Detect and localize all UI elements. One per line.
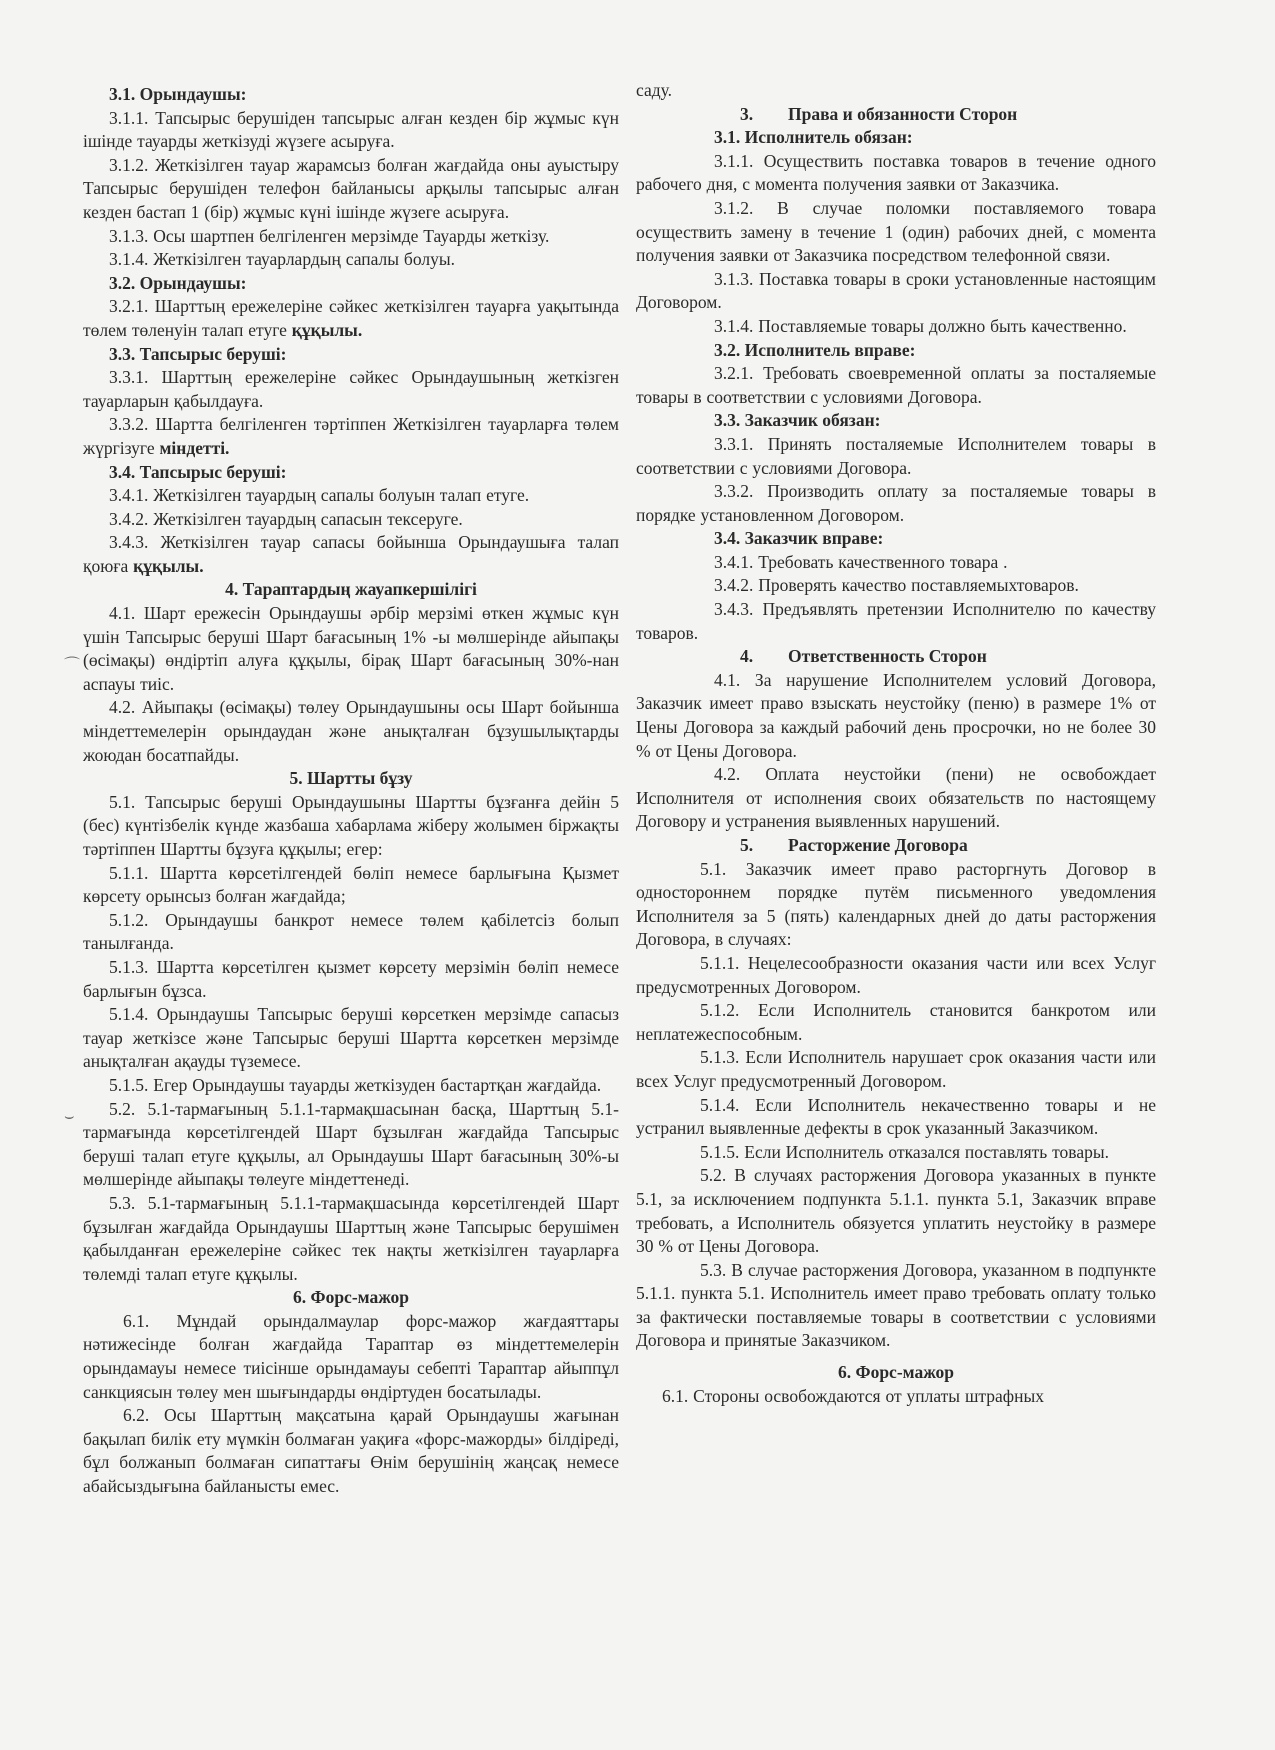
paragraph: 5.1.1. Шартта көрсетілгендей бөліп немесе барлығына Қызмет көрсету орынсыз болған жағдайда;: [83, 862, 619, 907]
section-heading: 6. Форс-мажор: [838, 1362, 954, 1383]
paragraph: 5.1.4. Если Исполнитель некачественно товары и не устранил выявленные дефекты в срок указанный Заказчиком.: [636, 1094, 1156, 1139]
paragraph: 4.1. За нарушение Исполнителем условий Договора, Заказчик имеет право взыскать неустойку (пеню) в размере 1% от Цены Договора за каждый рабочий день просрочки, но не более 30 % от Цены Договора.: [636, 669, 1156, 761]
section-heading: 3.4. Заказчик вправе:: [714, 528, 884, 549]
continuation-text: саду.: [636, 80, 673, 100]
section-heading: 3.1. Орындаушы:: [109, 84, 247, 104]
paragraph: 3.4.1. Жеткізілген тауардың сапалы болуын талап етуге.: [109, 485, 530, 506]
paragraph: 4.1. Шарт ережесін Орындаушы әрбір мерзімі өткен жұмыс күн үшін Тапсырыс беруші Шарт бағасының 1% -ы мөлшерінде айыпақы (өсімақы) өндіртіп алуға құқылы, бірақ Шарт бағасының 30%-нан аспауы тиіс.: [83, 603, 619, 694]
paragraph: 5.2. В случаях расторжения Договора указанных в пункте 5.1, за исключением подпункта 5.1.1. пункта 5.1, Заказчик вправе требовать, а Исполнитель обязуется уплатить неустойку в размере 30 % от Цены Договора.: [636, 1165, 1156, 1257]
scan-mark-icon: ⌣: [64, 1108, 75, 1125]
paragraph: 5.3. 5.1-тармағының 5.1.1-тармақшасында көрсетілгендей Шарт бұзылған жағдайда Орындаушы Шарттың және Тапсырыс берушімен қабылданған ережелеріне сәйкес тек нақты жеткізілген тауарларға төлемді талап етуге құқылы.: [83, 1192, 619, 1284]
paragraph: 6.2. Осы Шарттың мақсатына қарай Орындаушы жағынан бақылап билік ету мүмкін болмаған уақиға «форс-мажорды» білдіреді, бұл болжанып болмаған сипаттағы Өнім берушінің жаңсақ немесе абайсыздығына байланысты емес.: [83, 1405, 619, 1497]
section-title: Расторжение Договора: [788, 835, 968, 855]
paragraph: 5.1.4. Орындаушы Тапсырыс беруші көрсеткен мерзімде сапасыз тауар жеткізсе және Тапсырыс беруші Шартта көрсеткен мерзімде анықталған ақауды түземесе.: [83, 1004, 619, 1072]
scan-mark-icon: ⌒: [64, 657, 81, 674]
paragraph: [83, 531, 619, 578]
paragraph: [83, 413, 619, 460]
paragraph: 3.3.1. Принять посталяемые Исполнителем товары в соответствии с условиями Договора.: [636, 433, 1156, 478]
paragraph: 5.3. В случае расторжения Договора, указанном в подпункте 5.1.1. пункта 5.1. Исполнитель имеет право требовать оплату только за фактически поставляемые товары в соответствии с условиями Договора и принятые Заказчиком.: [636, 1259, 1156, 1351]
paragraph: 3.1.3. Поставка товары в сроки установленные настоящим Договором.: [636, 268, 1156, 313]
paragraph: 3.4.2. Жеткізілген тауардың сапасын тексеруге.: [109, 508, 463, 529]
section-heading: [636, 834, 1156, 858]
section-number: 5.: [740, 835, 754, 855]
paragraph: 3.2.1. Требовать своевременной оплаты за посталяемые товары в соответствии с условиями Договора.: [636, 363, 1156, 407]
spacer: [636, 1353, 1156, 1361]
paragraph: 3.4.2. Проверять качество поставляемыхтоваров.: [714, 575, 1079, 596]
paragraph: 5.1. Заказчик имеет право расторгнуть Договор в одностороннем порядке путём письменного уведомления Исполнителя за 5 (пять) календарных дней до даты расторжения Договора, в случаях:: [636, 858, 1156, 950]
paragraph-text: 3.4.3. Жеткізілген тауар сапасы бойынша Орындаушыға талап қоюға: [83, 532, 619, 576]
paragraph: 5.1.3. Если Исполнитель нарушает срок оказания части или всех Услуг предусмотренный Договором.: [636, 1047, 1156, 1091]
bold-text: құқылы.: [291, 319, 363, 340]
paragraph-text: 3.3.2. Шартта белгіленген тәртіппен Жеткізілген тауарларға төлем жүргізуге: [83, 414, 619, 458]
section-title: Права и обязанности Сторон: [788, 103, 1018, 124]
section-heading: 5. Шартты бұзу: [289, 768, 413, 789]
paragraph: 5.1.2. Если Исполнитель становится банкротом или неплатежеспособным.: [636, 1000, 1156, 1044]
paragraph: 3.1.1. Осуществить поставка товаров в течение одного рабочего дня, с момента получения заявки от Заказчика.: [636, 150, 1156, 195]
section-heading: 3.2. Орындаушы:: [109, 272, 247, 293]
paragraph: 3.1.3. Осы шартпен белгіленген мерзімде Тауарды жеткізу.: [109, 225, 550, 246]
paragraph: 5.1. Тапсырыс беруші Орындаушыны Шартты бұзғанға дейін 5 (бес) күнтізбелік күнде жазбаша хабарлама жіберу жолымен біржақты тәртіппен Шартты бұзуға құқылы; егер:: [83, 791, 619, 859]
paragraph: 6.1. Стороны освобождаются от уплаты штрафных: [662, 1385, 1045, 1406]
paragraph: 5.1.3. Шартта көрсетілген қызмет көрсету мерзімін бөліп немесе барлығын бұзса.: [83, 956, 619, 1001]
section-title: Ответственность Сторон: [788, 646, 987, 667]
section-heading: 3.1. Исполнитель обязан:: [714, 127, 913, 148]
kazakh-column: [83, 83, 619, 1499]
paragraph: 5.1.1. Нецелесообразности оказания части или всех Услуг предусмотренных Договором.: [636, 952, 1156, 997]
paragraph: 3.3.2. Производить оплату за посталяемые товары в порядке установленном Договором.: [636, 481, 1156, 525]
paragraph: 4.2. Оплата неустойки (пени) не освобождает Исполнителя от исполнения своих обязательств по настоящему Договору и устранения выявленных нарушений.: [636, 764, 1156, 832]
paragraph: 5.1.5. Егер Орындаушы тауарды жеткізуден бастартқан жағдайда.: [109, 1074, 602, 1095]
paragraph: 5.1.2. Орындаушы банкрот немесе төлем қабілетсіз болып танылғанда.: [83, 909, 619, 954]
section-heading: 3.3. Тапсырыс беруші:: [109, 343, 287, 364]
section-heading: 3.3. Заказчик обязан:: [714, 410, 881, 431]
paragraph: 3.1.2. В случае поломки поставляемого товара осуществить замену в течение 1 (один) рабочих дней, с момента получения заявки от Заказчика посредством телефонной связи.: [636, 197, 1156, 266]
bold-text: құқылы.: [133, 555, 204, 576]
paragraph: 3.4.1. Требовать качественного товара .: [714, 551, 1008, 572]
paragraph: 5.1.5. Если Исполнитель отказался поставлять товары.: [700, 1141, 1109, 1162]
section-heading: 3.2. Исполнитель вправе:: [714, 339, 916, 360]
russian-column: [636, 80, 1156, 1408]
paragraph: 4.2. Айыпақы (өсімақы) төлеу Орындаушыны осы Шарт бойынша міндеттемелерін орындаудан және анықталған бұзушылықтарды жоюдан босатпайды.: [83, 697, 619, 765]
section-heading: [636, 645, 1156, 669]
paragraph: 3.1.4. Поставляемые товары должно быть качественно.: [714, 315, 1127, 336]
paragraph: [83, 295, 619, 342]
paragraph: 6.1. Мұндай орындалмаулар форс-мажор жағдаяттары нәтижесінде болған жағдайда Тараптар өз міндеттемелерін орындамауы немесе тиісінше орындамауы себепті Тараптар айыппұл санкциясын төлеу мен шығындарды өндіртуден босатылады.: [83, 1310, 619, 1402]
paragraph-text: 3.2.1. Шарттың ережелеріне сәйкес жеткізілген тауарға уақытында төлем төленуін талап етуге: [83, 296, 619, 340]
paragraph: 3.4.3. Предъявлять претензии Исполнителю по качеству товаров.: [636, 599, 1156, 643]
section-number: 3.: [740, 103, 754, 124]
paragraph: 3.1.4. Жеткізілген тауарлардың сапалы болуы.: [109, 249, 455, 270]
paragraph: 5.2. 5.1-тармағының 5.1.1-тармақшасынан басқа, Шарттың 5.1-тармағында көрсетілгендей Шарт бұзылған жағдайда Тапсырыс беруші талап етуге құқылы, ал Орындаушы Шарт бағасының 30%-ы мөлшерінде айыпақы төлеуге міндеттенеді.: [83, 1098, 619, 1190]
section-number: 4.: [740, 646, 754, 667]
section-heading: [636, 103, 1156, 127]
section-heading: 6. Форс-мажор: [293, 1287, 409, 1308]
section-heading: 3.4. Тапсырыс беруші:: [109, 461, 287, 482]
section-heading: 4. Тараптардың жауапкершілігі: [225, 579, 477, 600]
paragraph: 3.1.1. Тапсырыс берушіден тапсырыс алған кезден бір жұмыс күн ішінде тауарды жеткізуді жүзеге асыруға.: [83, 107, 619, 152]
bold-text: міндетті.: [159, 437, 230, 458]
paragraph: 3.3.1. Шарттың ережелеріне сәйкес Орындаушының жеткізген тауарларын қабылдауға.: [83, 367, 619, 411]
paragraph: 3.1.2. Жеткізілген тауар жарамсыз болған жағдайда оны ауыстыру Тапсырыс берушіден телефон байланысы арқылы тапсырыс алған кезден бастап 1 (бір) жұмыс күні ішінде жүзеге асыруға.: [83, 154, 619, 222]
